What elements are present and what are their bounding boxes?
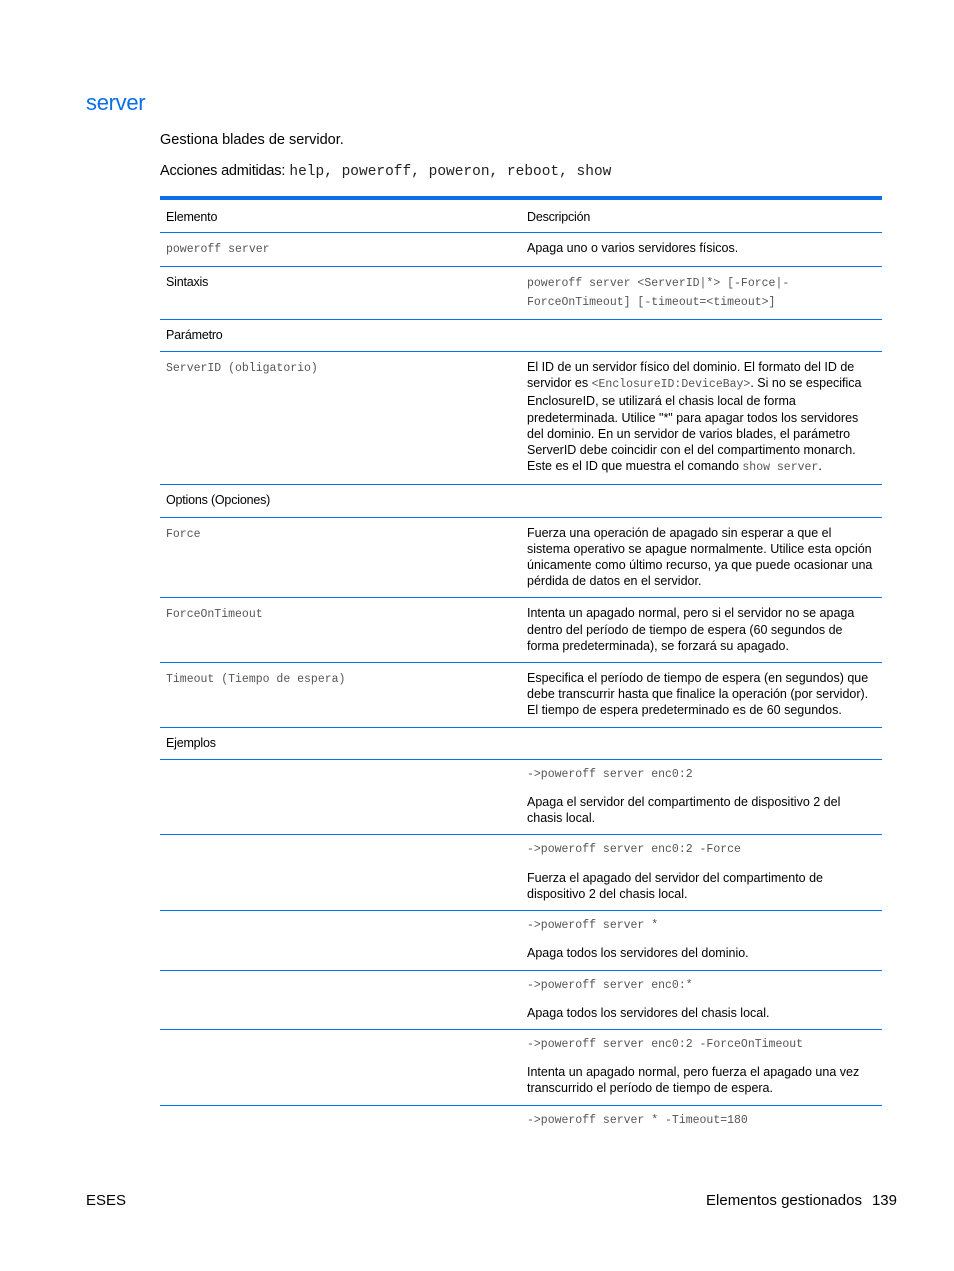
- table-row: [160, 352, 882, 485]
- intro-text: Gestiona blades de servidor.: [160, 132, 344, 148]
- param-name: ServerID (obligatorio): [166, 362, 318, 376]
- example-command: ->poweroff server enc0:2 -Force: [527, 843, 741, 857]
- example-command: ->poweroff server * -Timeout=180: [527, 1113, 748, 1127]
- option-desc: Especifica el período de tiempo de espera (en segundos) que debe transcurrir hasta que finalice la operación (por servidor). El tiempo de espera predeterminado es de 60 segundos.: [521, 663, 882, 728]
- example-row: [160, 835, 882, 911]
- param-desc-text: .: [818, 459, 822, 474]
- param-desc-text: El ID de un servidor físico del dominio. El formato del ID de servidor es: [527, 360, 855, 391]
- example-row: [160, 1105, 882, 1142]
- example-desc: Intenta un apagado normal, pero fuerza el apagado una vez transcurrido el período de tiempo de espera.: [527, 1065, 860, 1096]
- command-desc: Apaga uno o varios servidores físicos.: [521, 233, 882, 267]
- param-desc-code: <EnclosureID:DeviceBay>: [591, 378, 751, 392]
- table-row: [160, 663, 882, 728]
- option-name: ForceOnTimeout: [166, 608, 263, 622]
- header-elemento: Elemento: [160, 198, 521, 233]
- example-command: ->poweroff server enc0:2: [527, 767, 693, 781]
- example-row: [160, 970, 882, 1029]
- table-header-row: [160, 198, 882, 233]
- table-row: [160, 517, 882, 598]
- examples-section-label: Ejemplos: [160, 727, 521, 759]
- options-section-label: Options (Opciones): [160, 485, 521, 517]
- footer-section: [706, 1192, 897, 1209]
- example-row: [160, 1029, 882, 1105]
- param-desc-text: . Si no se especifica EnclosureID, se utilizará el chasis local de forma predeterminada. Utilice "*" para apagar todos los servidores del dominio. En un servidor de varios blades, el parámetro ServerID debe coincidir con el del compartimento monarch. Este es el ID que muestra el comando: [527, 376, 862, 474]
- param-desc: [521, 352, 882, 485]
- example-row: [160, 911, 882, 970]
- actions-colon: :: [281, 163, 286, 179]
- example-desc: Apaga todos los servidores del dominio.: [527, 946, 749, 961]
- table-row: [160, 233, 882, 267]
- section-row: [160, 727, 882, 759]
- option-desc: Fuerza una operación de apagado sin esperar a que el sistema operativo se apague normalmente. Utilice esta opción únicamente como último recurso, ya que puede ocasionar una pérdida de datos en el servidor.: [521, 517, 882, 598]
- command-name: poweroff server: [166, 243, 270, 257]
- command-table: [160, 196, 882, 1142]
- actions-label: Acciones admitidas: [160, 163, 282, 179]
- actions-commands: help, poweroff, poweron, reboot, show: [289, 164, 612, 180]
- example-desc: Apaga el servidor del compartimento de dispositivo 2 del chasis local.: [527, 795, 841, 826]
- option-name: Timeout (Tiempo de espera): [166, 673, 346, 687]
- page-number: 139: [871, 1192, 897, 1209]
- section-row: [160, 319, 882, 351]
- param-desc-code: show server: [742, 461, 819, 475]
- footer-locale: ESES: [86, 1192, 127, 1209]
- example-desc: Apaga todos los servidores del chasis local.: [527, 1005, 770, 1020]
- syntax-value: poweroff server <ServerID|*> [-Force|-ForceOnTimeout] [-timeout=<timeout>]: [527, 277, 790, 309]
- footer-section-name: Elementos gestionados: [706, 1192, 862, 1209]
- example-command: ->poweroff server enc0:2 -ForceOnTimeout: [527, 1037, 804, 1051]
- table-row: [160, 267, 882, 319]
- param-section-label: Parámetro: [160, 319, 521, 351]
- option-desc: Intenta un apagado normal, pero si el servidor no se apaga dentro del período de tiempo de espera (60 segundos de forma predeterminada), se forzará su apagado.: [521, 598, 882, 663]
- example-command: ->poweroff server *: [527, 919, 659, 933]
- section-row: [160, 485, 882, 517]
- table-row: [160, 598, 882, 663]
- option-name: Force: [166, 527, 201, 541]
- syntax-label: Sintaxis: [160, 267, 521, 319]
- example-desc: Fuerza el apagado del servidor del compartimento de dispositivo 2 del chasis local.: [527, 870, 824, 901]
- header-descripcion: Descripción: [521, 198, 882, 233]
- example-row: [160, 759, 882, 835]
- supported-actions: [160, 163, 611, 180]
- page-title: server: [86, 90, 146, 115]
- example-command: ->poweroff server enc0:*: [527, 978, 693, 992]
